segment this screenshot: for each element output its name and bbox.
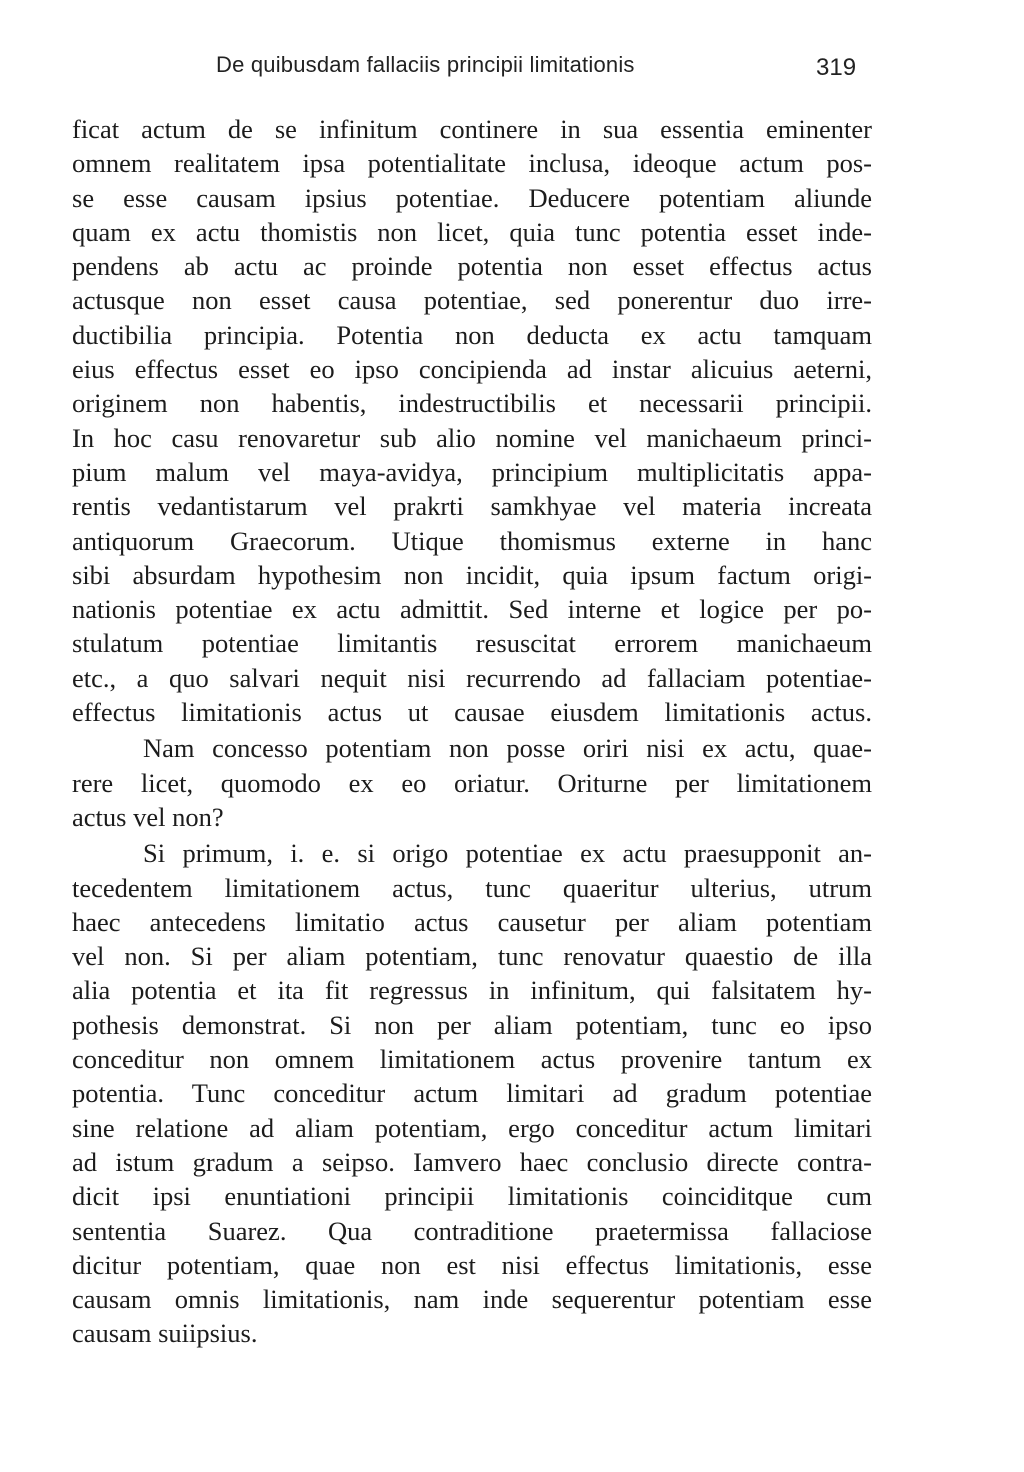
- text-line: conceditur non omnem limitationem actus provenire tantum ex: [72, 1044, 872, 1075]
- running-head-title: De quibusdam fallaciis principii limitationis: [216, 52, 635, 77]
- text-line: pendens ab actu ac proinde potentia non esset effectus actus: [72, 251, 872, 282]
- text-line: effectus limitationis actus ut causae eiusdem limitationis actus.: [72, 697, 872, 728]
- text-line: rere licet, quomodo ex eo oriatur. Oriturne per limitationem: [72, 767, 872, 798]
- text-line: ad istum gradum a seipso. Iamvero haec conclusio directe contra-: [72, 1146, 872, 1177]
- paragraph-2: [72, 731, 872, 834]
- body-text: [72, 112, 872, 1351]
- text-line: stulatum potentiae limitantis resuscitat errorem manichaeum: [72, 628, 872, 659]
- text-line: originem non habentis, indestructibilis et necessarii principii.: [72, 388, 872, 419]
- text-line: eius effectus esset eo ipso concipienda ad instar alicuius aeterni,: [72, 354, 872, 385]
- text-line: In hoc casu renovaretur sub alio nomine vel manichaeum princi-: [72, 422, 872, 453]
- text-line: tecedentem limitationem actus, tunc quaeritur ulterius, utrum: [72, 872, 872, 903]
- text-line: alia potentia et ita fit regressus in infinitum, qui falsitatem hy-: [72, 975, 872, 1006]
- text-line: rentis vedantistarum vel prakrti samkhyae vel materia increata: [72, 491, 872, 522]
- text-line: sententia Suarez. Qua contraditione praetermissa fallaciose: [72, 1215, 872, 1246]
- page-number: 319: [816, 54, 857, 81]
- text-line: antiquorum Graecorum. Utique thomismus externe in hanc: [72, 525, 872, 556]
- text-line: vel non. Si per aliam potentiam, tunc renovatur quaestio de illa: [72, 941, 872, 972]
- text-line: Nam concesso potentiam non posse oriri nisi ex actu, quae-: [143, 733, 872, 764]
- text-line: pium malum vel maya-avidya, principium multiplicitatis appa-: [72, 456, 872, 487]
- text-line: dicitur potentiam, quae non est nisi effectus limitationis, esse: [72, 1249, 872, 1280]
- text-line: omnem realitatem ipsa potentialitate inclusa, ideoque actum pos-: [72, 148, 872, 179]
- text-line: actus vel non?: [72, 801, 224, 832]
- text-line: etc., a quo salvari nequit nisi recurrendo ad fallaciam potentiae-: [72, 662, 872, 693]
- text-line: potentia. Tunc conceditur actum limitari ad gradum potentiae: [72, 1078, 872, 1109]
- text-line: dicit ipsi enuntiationi principii limitationis coinciditque cum: [72, 1181, 872, 1212]
- running-head: [0, 52, 1024, 84]
- text-line: sibi absurdam hypothesim non incidit, quia ipsum factum origi-: [72, 559, 872, 590]
- text-line: causam omnis limitationis, nam inde sequerentur potentiam esse: [72, 1284, 872, 1315]
- text-line: quam ex actu thomistis non licet, quia tunc potentia esset inde-: [72, 216, 872, 247]
- text-line: pothesis demonstrat. Si non per aliam potentiam, tunc eo ipso: [72, 1009, 872, 1040]
- text-line: sine relatione ad aliam potentiam, ergo conceditur actum limitari: [72, 1112, 872, 1143]
- paragraph-1: [72, 112, 872, 729]
- text-line: haec antecedens limitatio actus causetur per aliam potentiam: [72, 906, 872, 937]
- text-line: causam suiipsius.: [72, 1318, 258, 1349]
- text-line: Si primum, i. e. si origo potentiae ex actu praesupponit an-: [143, 838, 872, 869]
- text-line: ficat actum de se infinitum continere in sua essentia eminenter: [72, 114, 872, 144]
- paragraph-3: [72, 836, 872, 1350]
- text-line: actusque non esset causa potentiae, sed ponerentur duo irre-: [72, 285, 872, 316]
- text-line: nationis potentiae ex actu admittit. Sed interne et logice per po-: [72, 594, 872, 625]
- text-line: ductibilia principia. Potentia non deducta ex actu tamquam: [72, 319, 872, 350]
- text-line: se esse causam ipsius potentiae. Deducere potentiam aliunde: [72, 182, 872, 213]
